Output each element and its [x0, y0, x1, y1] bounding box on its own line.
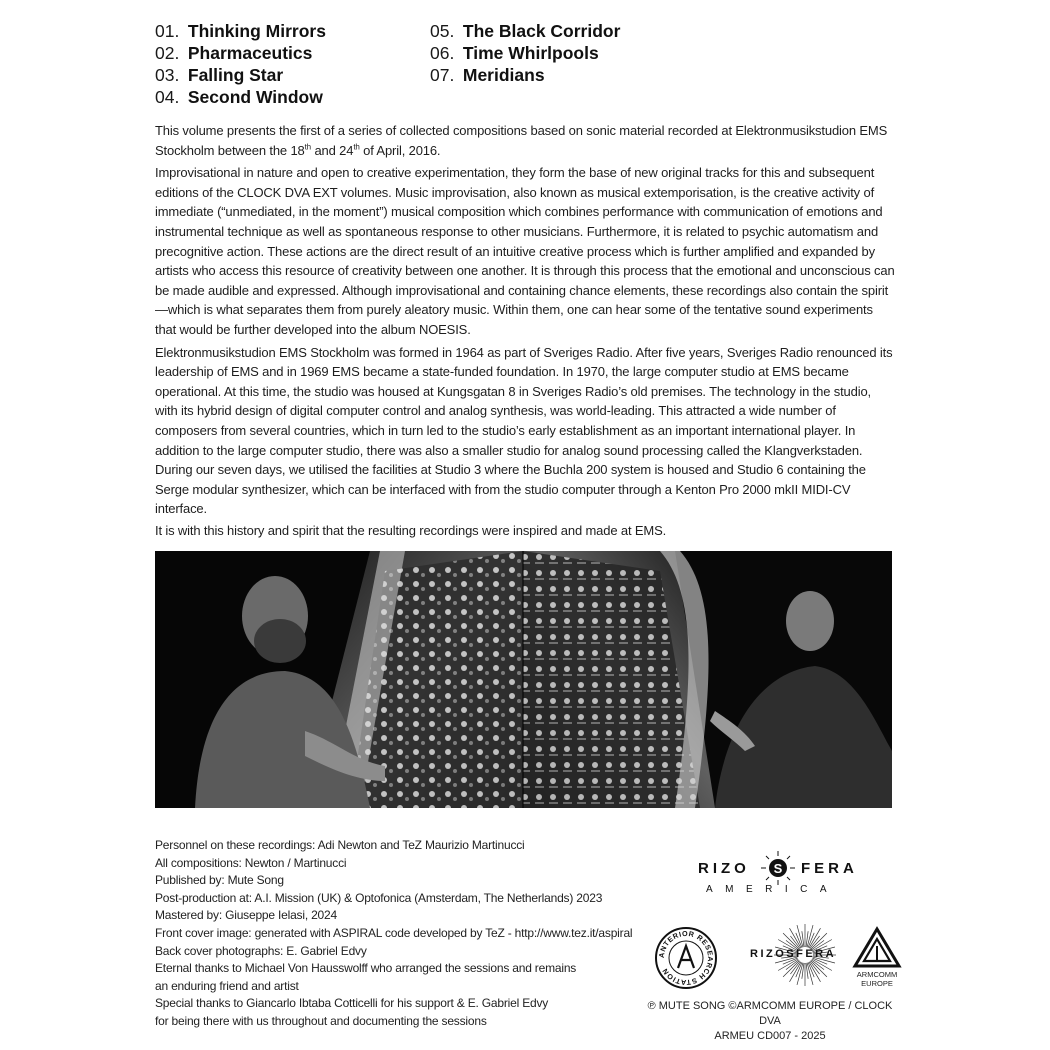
liner-notes: [155, 121, 895, 540]
legal-notice: [640, 999, 900, 1044]
anterior-research-station-logo: [654, 926, 718, 990]
starburst-ray: [807, 963, 813, 985]
liner-paragraph-improvisation: Improvisational in nature and open to creative experimentation, they form the base of new original tracks for this and subsequent editions of the CLOCK DVA EXT volumes. Music improvisation, also known as musical extemporisation, is the creative activity of immediate (“unmediated, in the moment”) musical composition which combines performance with communication of emotions and instrumental technique as well as spontaneous response to other musicians. Furthermore, it is related to psychic automatism and precognitive action. These actions are the direct result of an intuitive creative process which is further amplified and expanded by artists who access this resource of creativity between one another. It is through this process that the emotional and unconscious can be made audible and expressed. Although improvisational and containing chance elements, these recordings also contain the spirit—which is what separates them from purely aleatory music. Within them, one can hear some of the tentative sound experiments that would be further developed into the album NOESIS.: [155, 165, 895, 337]
rizosfera-word-right: FERA: [801, 860, 858, 877]
track-item: [430, 20, 620, 42]
liner-paragraph-intro: [155, 121, 895, 160]
ordinal-suffix: th: [304, 142, 311, 152]
sunburst-icon: [758, 850, 798, 886]
track-number: 06.: [430, 43, 455, 63]
armcomm-line2: EUROPE: [861, 979, 893, 988]
track-number: 02.: [155, 43, 180, 63]
credit-line: Published by: Mute Song: [155, 873, 284, 888]
track-number: 01.: [155, 21, 180, 41]
track-title: Meridians: [462, 65, 545, 85]
credit-line: All compositions: Newton / Martinucci: [155, 855, 347, 870]
armcomm-triangle-icon: [852, 926, 902, 970]
starburst-ray: [797, 963, 803, 985]
track-number: 05.: [430, 21, 455, 41]
track-item: [155, 64, 283, 86]
rizosfera-sub-word: AMERICA: [706, 884, 840, 895]
liner-paragraph-ems-history: Elektronmusikstudion EMS Stockholm was formed in 1964 as part of Sveriges Radio. After five years, Sveriges Radio renounced its leadership of EMS and in 1969 EMS became a state-funded foundation. In 1970, the large computer studio at EMS became operational. At this time, the studio was housed at Kungsgatan 8 in Sveriges Radio’s old premises. The technology in the studio, with its hybrid design of digital computer control and analog synthesis, was world-leading. This attracted a wide number of composers from several countries, which in turn led to the studio’s early establishment as an important international player. In addition to the large computer studio, there was also a smaller studio for analog sound processing called the Klangverkstaden. During our seven days, we utilised the facilities at Studio 3 where the Buchla 200 system is housed and Studio 6 containing the Serge modular synthesizer, which can be interfaced with from the studio computer through a Kenton Pro 2000 mkII MIDI-CV interface.: [155, 344, 893, 517]
track-item: [155, 86, 323, 108]
copyright-line: ℗ MUTE SONG ©ARMCOMM EUROPE / CLOCK DVA: [647, 1000, 893, 1027]
liner-text: This volume presents the first of a series of collected compositions based on sonic material recorded at Elektronmusikstudion EMS Stockholm between the 18: [155, 123, 888, 158]
track-item: [430, 64, 545, 86]
credits: [155, 837, 633, 1031]
track-number: 04.: [155, 87, 180, 107]
tracklist: [155, 20, 855, 112]
credit-line: for being there with us throughout and documenting the sessions: [155, 1013, 487, 1028]
track-title: Thinking Mirrors: [187, 21, 326, 41]
credit-line: Eternal thanks to Michael Von Hausswolff who arranged the sessions and remains: [155, 961, 577, 976]
armcomm-label: [848, 970, 906, 988]
credit-line: an enduring friend and artist: [155, 978, 299, 993]
track-item: [155, 20, 326, 42]
track-item: [155, 42, 312, 64]
credit-line: Front cover image: generated with ASPIRAL code developed by TeZ - http://www.tez.it/aspiral: [155, 925, 633, 940]
studio-photograph: [155, 551, 892, 808]
track-title: Second Window: [187, 87, 323, 107]
track-number: 07.: [430, 65, 455, 85]
armcomm-europe-logo: [852, 926, 902, 992]
credit-line: Post-production at: A.I. Mission (UK) & Optofonica (Amsterdam, The Netherlands) 2023: [155, 890, 603, 905]
track-title: Falling Star: [187, 65, 284, 85]
track-title: The Black Corridor: [462, 21, 621, 41]
catalog-number: ARMEU CD007 - 2025: [714, 1030, 826, 1042]
credit-line: Back cover photographs: E. Gabriel Edvy: [155, 943, 367, 958]
credit-line: Personnel on these recordings: Adi Newton and TeZ Maurizio Martinucci: [155, 838, 525, 852]
logo-row: [648, 920, 898, 1000]
rizosfera-small-logo: [744, 920, 854, 990]
track-item: [430, 42, 599, 64]
rizosfera-word-left: RIZO: [698, 860, 750, 877]
armcomm-line1: ARMCOMM: [856, 970, 898, 979]
track-title: Time Whirlpools: [462, 43, 599, 63]
track-title: Pharmaceutics: [187, 43, 313, 63]
ordinal-suffix: th: [353, 142, 360, 152]
rizosfera-america-logo: [698, 852, 863, 902]
liner-text: of April, 2016.: [359, 142, 441, 158]
svg-text:ANTERIOR RESEARCH STATION: [657, 929, 715, 987]
credit-line: Special thanks to Giancarlo Ibtaba Cotticelli for his support & E. Gabriel Edvy: [155, 996, 549, 1011]
rizosfera-small-word: RIZOSFERA: [750, 948, 837, 960]
starburst-ray: [797, 925, 803, 947]
starburst-ray: [807, 925, 813, 947]
track-number: 03.: [155, 65, 180, 85]
rizosfera-center-letter: S: [773, 861, 783, 876]
label-logos: [640, 840, 900, 1040]
liner-text: and 24: [310, 142, 354, 158]
ars-ring-text: ANTERIOR RESEARCH STATION: [656, 928, 716, 988]
liner-paragraph-closing: It is with this history and spirit that the resulting recordings were inspired and made at EMS.: [155, 522, 667, 538]
studio-photo-illustration: [155, 551, 892, 808]
credit-line: Mastered by: Giuseppe Ielasi, 2024: [155, 908, 337, 923]
